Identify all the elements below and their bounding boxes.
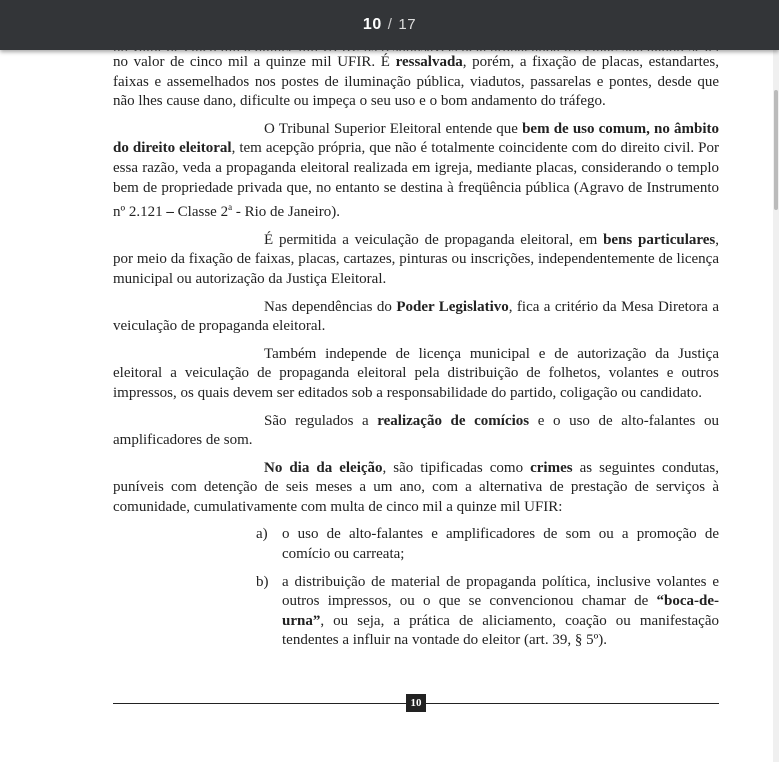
bold-term: ressalvada (395, 54, 463, 70)
bold-term: No dia da eleição (264, 459, 383, 476)
page-indicator (363, 16, 416, 34)
text-run: , são tipificadas como (382, 459, 531, 476)
text-run: a distribuição de material de propaganda política, inclusive volantes e outros impressos, ou o que se convencionou chamar de (282, 573, 719, 610)
bold-term: realização de comícios (377, 412, 530, 429)
text-run: , por meio da fixação de faixas, placas, cartazes, pinturas ou inscrições, independentemente de licença municipal ou autorização da Justiça Eleitoral. (113, 231, 719, 287)
paragraph-dia-da-eleicao (113, 459, 719, 518)
paragraph-comicios (113, 412, 719, 451)
text-run: as seguintes condutas, puníveis com detenção de seis meses a um ano, com a alternativa de prestação de serviços à comunidade, cumulativamente com multa de cinco mil a quinze mil UFIR: (113, 459, 720, 515)
paragraph-bens-particulares (113, 231, 719, 290)
list-item-text (282, 573, 719, 651)
bold-term: bem de uso comum, no âmbito do direito eleitoral (113, 120, 719, 157)
list-item-label: b) (256, 573, 269, 590)
text-run: e o uso de alto-falantes ou amplificadores de som. (113, 412, 719, 449)
bold-term: “boca-de-urna” (282, 593, 719, 629)
text-run: , fica a critério da Mesa Diretora a veiculação de propaganda eleitoral. (113, 298, 720, 335)
paragraph-folhetos (113, 345, 719, 404)
text-run: , porém, a fixação de placas, estandartes, faixas e assemelhados nos postes de iluminação pública, viadutos, passarelas e pontes, desde que não lhes cause dano, dificulte ou impeça o seu uso e o bom andamento do tráfego. (113, 54, 719, 110)
text-run: Também independe de licença municipal e de autorização da Justiça eleitoral a veiculação de propaganda eleitoral pela distribuição de folhetos, volantes e outros impressos, os quais devem ser editados sob a responsabilidade do partido, coligação ou candidato. (113, 345, 719, 401)
paragraph-ressalvada (113, 53, 719, 112)
text-run: É permitida a veiculação de propaganda eleitoral, em (264, 231, 604, 248)
list-item (256, 525, 719, 564)
page-scrollbar[interactable] (773, 50, 779, 762)
paragraph-bem-de-uso-comum (113, 120, 719, 223)
text-run: o uso de alto-falantes e amplificadores de som ou a promoção de comício ou carreata; (282, 526, 719, 563)
bold-dash: – (166, 204, 174, 221)
total-pages: 17 (398, 16, 417, 33)
list-item (256, 573, 719, 651)
list-item-label: a) (256, 526, 268, 543)
page-separator: / (387, 16, 393, 33)
footer-page-number: 10 (406, 694, 426, 712)
pdf-viewer-toolbar (0, 0, 779, 50)
text-run: São regulados a (264, 412, 378, 429)
text-run: O Tribunal Superior Eleitoral entende que (264, 120, 523, 137)
document-page-body (113, 39, 719, 659)
bold-term: crimes (530, 459, 573, 476)
text-run: , tem acepção própria, que não é totalmente coincidente com do direito civil. Por essa razão, veda a propaganda eleitoral realizada em igreja, mediante placas, considerando o templo bem de propriedade privada que, no entanto se destina à freqüência pública (Agravo de Instrumento nº 2.121 (113, 140, 719, 221)
superscript: a (228, 202, 233, 213)
list-item-text (282, 525, 719, 564)
bold-term: bens particulares (603, 231, 716, 248)
text-run: - Rio de Janeiro). (232, 204, 340, 221)
text-run: no valor de cinco mil a quinze mil UFIR. É (113, 54, 396, 70)
paragraph-poder-legislativo (113, 298, 719, 337)
scrollbar-thumb[interactable] (774, 90, 778, 210)
current-page-number: 10 (362, 16, 382, 33)
text-run: Classe 2 (173, 204, 229, 221)
text-run: Nas dependências do (264, 298, 397, 315)
bold-term: Poder Legislativo (396, 298, 509, 315)
text-run: , ou seja, a prática de aliciamento, coação ou manifestação tendentes a influir na vontade do eleitor (art. 39, § 5º). (282, 612, 719, 649)
crimes-list (113, 525, 719, 651)
